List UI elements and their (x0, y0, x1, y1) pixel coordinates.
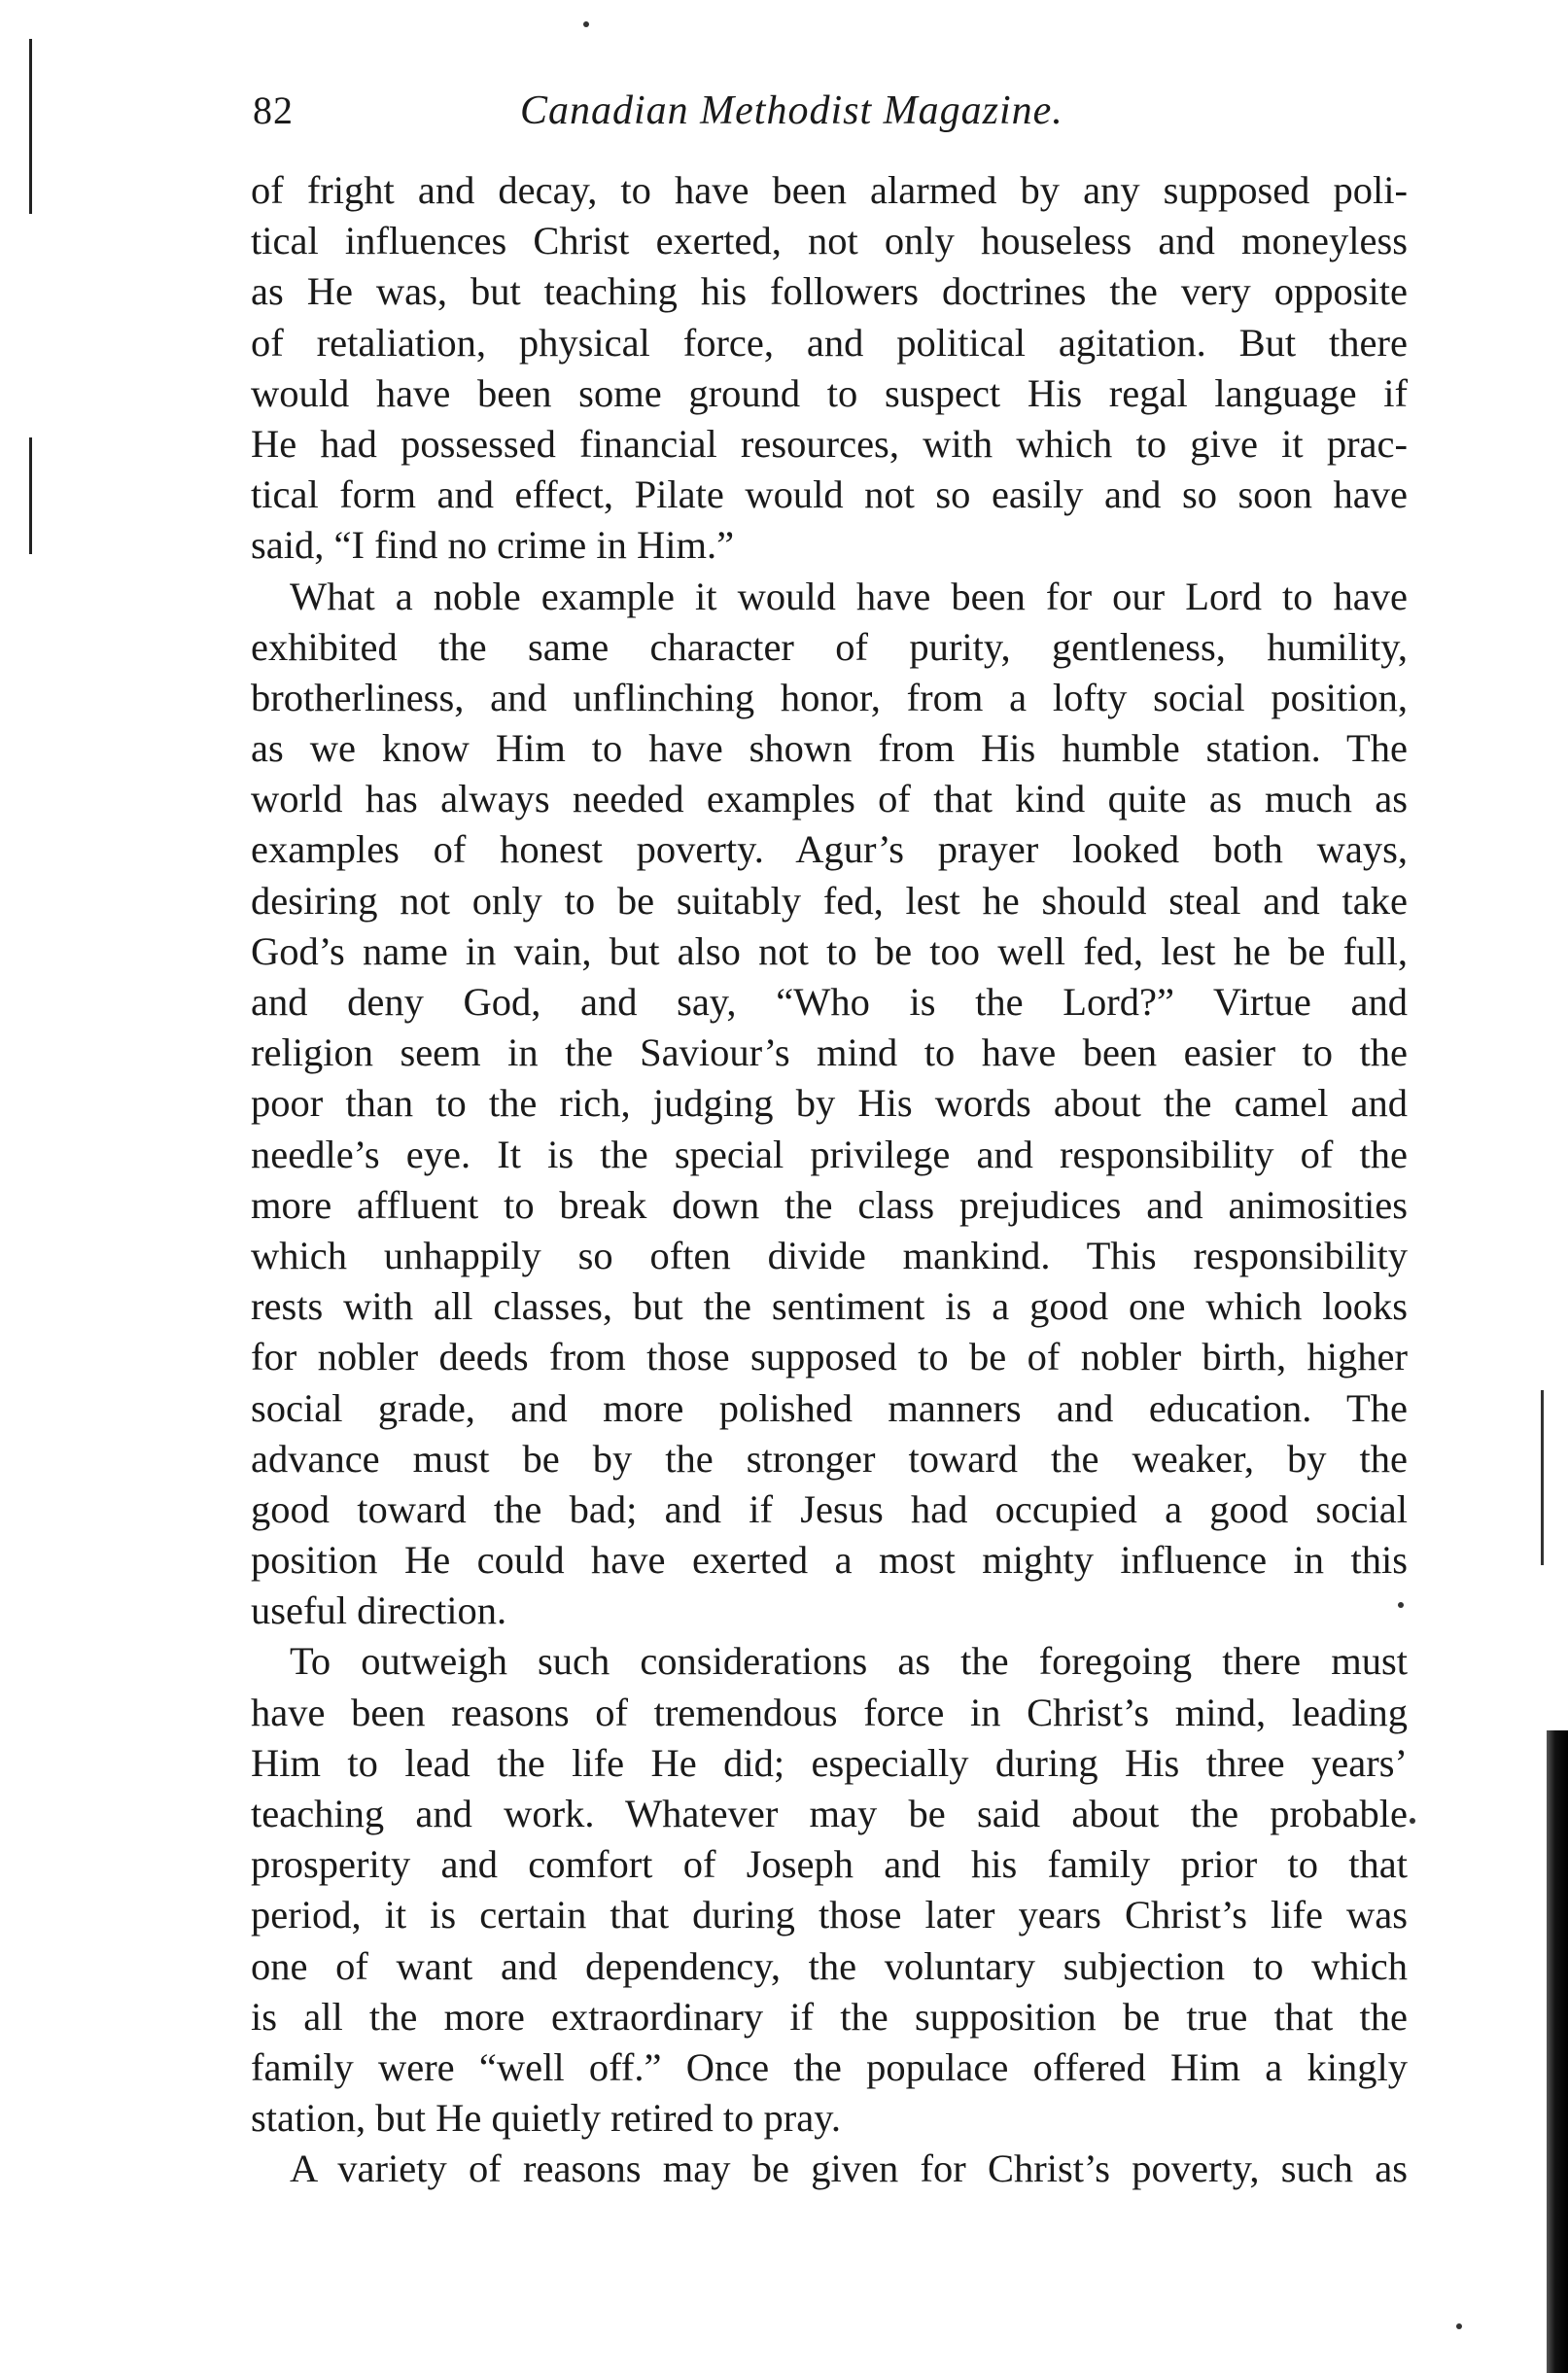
text-line: position He could have exerted a most mighty influence in this (251, 1538, 1408, 1583)
text-line: said, “I find no crime in Him.” (251, 523, 735, 568)
text-line: more affluent to break down the class prejudices and animosities (251, 1182, 1408, 1227)
text-line: needle’s eye. It is the special privilege and responsibility of the (251, 1132, 1408, 1176)
text-line: as we know Him to have shown from His humble station. The (251, 726, 1408, 771)
text-line: A variety of reasons may be given for Christ’s poverty, such as (290, 2146, 1408, 2191)
page-header (253, 87, 1419, 146)
text-line: poor than to the rich, judging by His words about the camel and (251, 1081, 1408, 1126)
scan-edge-shadow (1547, 1730, 1568, 2373)
text-line: one of want and dependency, the voluntary subjection to which (251, 1943, 1408, 1988)
text-line: desiring not only to be suitably fed, lest he should steal and take (251, 878, 1408, 923)
scan-speck (1410, 1818, 1415, 1824)
scan-edge-mark (29, 437, 32, 554)
text-line: useful direction. (251, 1588, 507, 1633)
text-line: as He was, but teaching his followers doctrines the very opposite (251, 269, 1408, 314)
text-line: What a noble example it would have been for our Lord to have (290, 574, 1408, 618)
page-number: 82 (253, 88, 294, 132)
text-line: world has always needed examples of that kind quite as much as (251, 777, 1408, 821)
text-line: teaching and work. Whatever may be said about the probable (251, 1792, 1408, 1835)
text-line: religion seem in the Saviour’s mind to have been easier to the (251, 1030, 1408, 1075)
text-line: God’s name in vain, but also not to be too well fed, lest he be full, (251, 928, 1408, 973)
text-line: Him to lead the life He did; especially during His three years’ (251, 1740, 1408, 1785)
text-line: and deny God, and say, “Who is the Lord?” Virtue and (251, 980, 1408, 1024)
text-line: tical form and effect, Pilate would not so easily and so soon have (251, 472, 1408, 517)
scan-speck (1456, 2323, 1462, 2329)
text-line: for nobler deeds from those supposed to be of nobler birth, higher (251, 1335, 1408, 1379)
text-line: of retaliation, physical force, and political agitation. But there (251, 320, 1408, 365)
text-line: social grade, and more polished manners and education. The (251, 1385, 1408, 1430)
scan-edge-mark (29, 39, 32, 214)
scan-edge-mark (1541, 1390, 1544, 1565)
text-line: would have been some ground to suspect His regal language if (251, 370, 1408, 415)
text-line: which unhappily so often divide mankind. This responsibility (251, 1233, 1408, 1277)
text-line: He had possessed financial resources, with which to give it prac- (251, 421, 1408, 466)
text-line: is all the more extraordinary if the supposition be true that the (251, 1994, 1408, 2039)
text-line: rests with all classes, but the sentiment is a good one which looks (251, 1284, 1408, 1329)
running-title: Canadian Methodist Magazine. (520, 88, 1063, 133)
text-line: good toward the bad; and if Jesus had occupied a good social (251, 1486, 1408, 1531)
text-line: of fright and decay, to have been alarmed by any supposed poli- (251, 168, 1408, 212)
text-line: period, it is certain that during those later years Christ’s life was (251, 1893, 1408, 1937)
text-line: prosperity and comfort of Joseph and his family prior to that (251, 1842, 1408, 1887)
text-line: brotherliness, and unflinching honor, from a lofty social position, (251, 675, 1408, 719)
text-line: examples of honest poverty. Agur’s prayer looked both ways, (251, 827, 1408, 872)
scan-speck (583, 21, 589, 27)
body-text (251, 165, 1408, 2195)
paragraph (251, 572, 1408, 1637)
text-line: family were “well off.” Once the populace offered Him a kingly (251, 2044, 1408, 2089)
text-line: have been reasons of tremendous force in Christ’s mind, leading (251, 1690, 1408, 1734)
paragraph (251, 165, 1408, 572)
paragraph (251, 1636, 1408, 2144)
paragraph (251, 2144, 1408, 2194)
text-line: To outweigh such considerations as the foregoing there must (290, 1639, 1408, 1684)
text-line: tical influences Christ exerted, not only houseless and moneyless (251, 219, 1408, 263)
text-line: exhibited the same character of purity, gentleness, humility, (251, 624, 1408, 669)
text-line: advance must be by the stronger toward the weaker, by the (251, 1436, 1408, 1481)
text-line: station, but He quietly retired to pray. (251, 2096, 841, 2141)
